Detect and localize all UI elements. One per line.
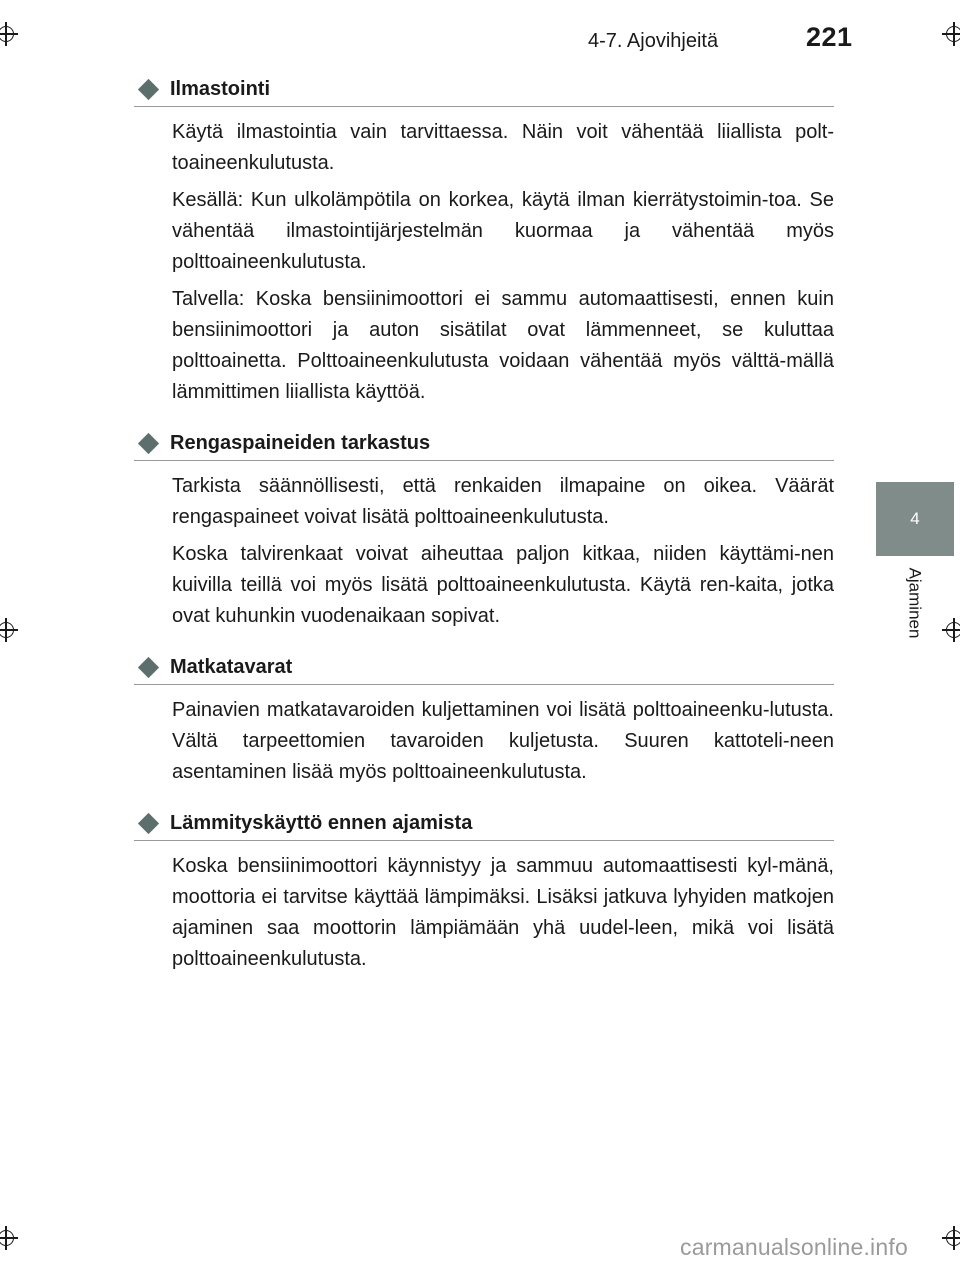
section-title: Ilmastointi [170, 77, 271, 100]
section-heading [134, 806, 834, 841]
section-lammityskaytto [134, 806, 834, 975]
chapter-title: Ajaminen [905, 567, 924, 639]
paragraph: Painavien matkatavaroiden kuljettaminen voi lisätä polttoaineenku-lutusta. Vältä tarpeettomien tavaroiden kuljetusta. Suuren kattoteli-neen asentaminen lisää myös polttoaineenkulutusta. [172, 699, 834, 783]
section-title: Matkatavarat [170, 655, 293, 678]
diamond-icon [138, 78, 159, 99]
section-heading [134, 426, 834, 461]
section-title: Rengaspaineiden tarkastus [170, 431, 431, 454]
crop-mark-icon [0, 1226, 18, 1250]
section-rengaspaineet [134, 426, 834, 632]
paragraph: Talvella: Koska bensiinimoottori ei sammu automaattisesti, ennen kuin bensiinimoottori ja auton sisätilat ovat lämmenneet, se kuluttaa polttoainetta. Polttoaineenkulutusta voidaan vähentää myös välttä-mällä lämmittimen liiallista käyttöä. [172, 288, 834, 403]
section-heading [134, 650, 834, 685]
section-matkatavarat [134, 650, 834, 788]
running-header-section: 4-7. Ajovihjeitä [588, 30, 719, 52]
section-ilmastointi [134, 72, 834, 408]
paragraph: Koska bensiinimoottori käynnistyy ja sammuu automaattisesti kyl-mänä, moottoria ei tarvitse käyttää lämpimäksi. Lisäksi jatkuva lyhyiden matkojen ajaminen saa moottorin lämpiämään yhä uudel-leen, mikä voi lisätä polttoaineenkulutusta. [172, 855, 834, 970]
chapter-number: 4 [910, 509, 920, 528]
paragraph: Koska talvirenkaat voivat aiheuttaa paljon kitkaa, niiden käyttämi-nen kuivilla teillä voi myös lisätä polttoaineenkulutusta. Käytä ren-kaita, jotka ovat kuhunkin vuodenaikaan sopivat. [172, 543, 834, 627]
diamond-icon [138, 656, 159, 677]
chapter-tab [876, 482, 954, 556]
diamond-icon [138, 432, 159, 453]
paragraph: Tarkista säännöllisesti, että renkaiden ilmapaine on oikea. Väärät rengaspaineet voivat lisätä polttoaineenkulutusta. [172, 475, 834, 528]
crop-mark-icon [0, 22, 18, 46]
watermark: carmanualsonline.info [680, 1234, 908, 1260]
paragraph: Käytä ilmastointia vain tarvittaessa. Näin voit vähentää liiallista polt-toaineenkulutusta. [172, 121, 834, 174]
section-heading [134, 72, 834, 107]
section-title: Lämmityskäyttö ennen ajamista [170, 811, 473, 834]
page-number: 221 [806, 22, 853, 52]
crop-mark-icon [942, 22, 960, 46]
paragraph: Kesällä: Kun ulkolämpötila on korkea, käytä ilman kierrätystoimin-toa. Se vähentää ilmastointijärjestelmän kuormaa ja vähentää myös polttoaineenkulutusta. [172, 189, 834, 273]
page-content [134, 72, 834, 993]
crop-mark-icon [0, 618, 18, 642]
crop-mark-icon [942, 1226, 960, 1250]
diamond-icon [138, 812, 159, 833]
crop-mark-icon [942, 618, 960, 642]
